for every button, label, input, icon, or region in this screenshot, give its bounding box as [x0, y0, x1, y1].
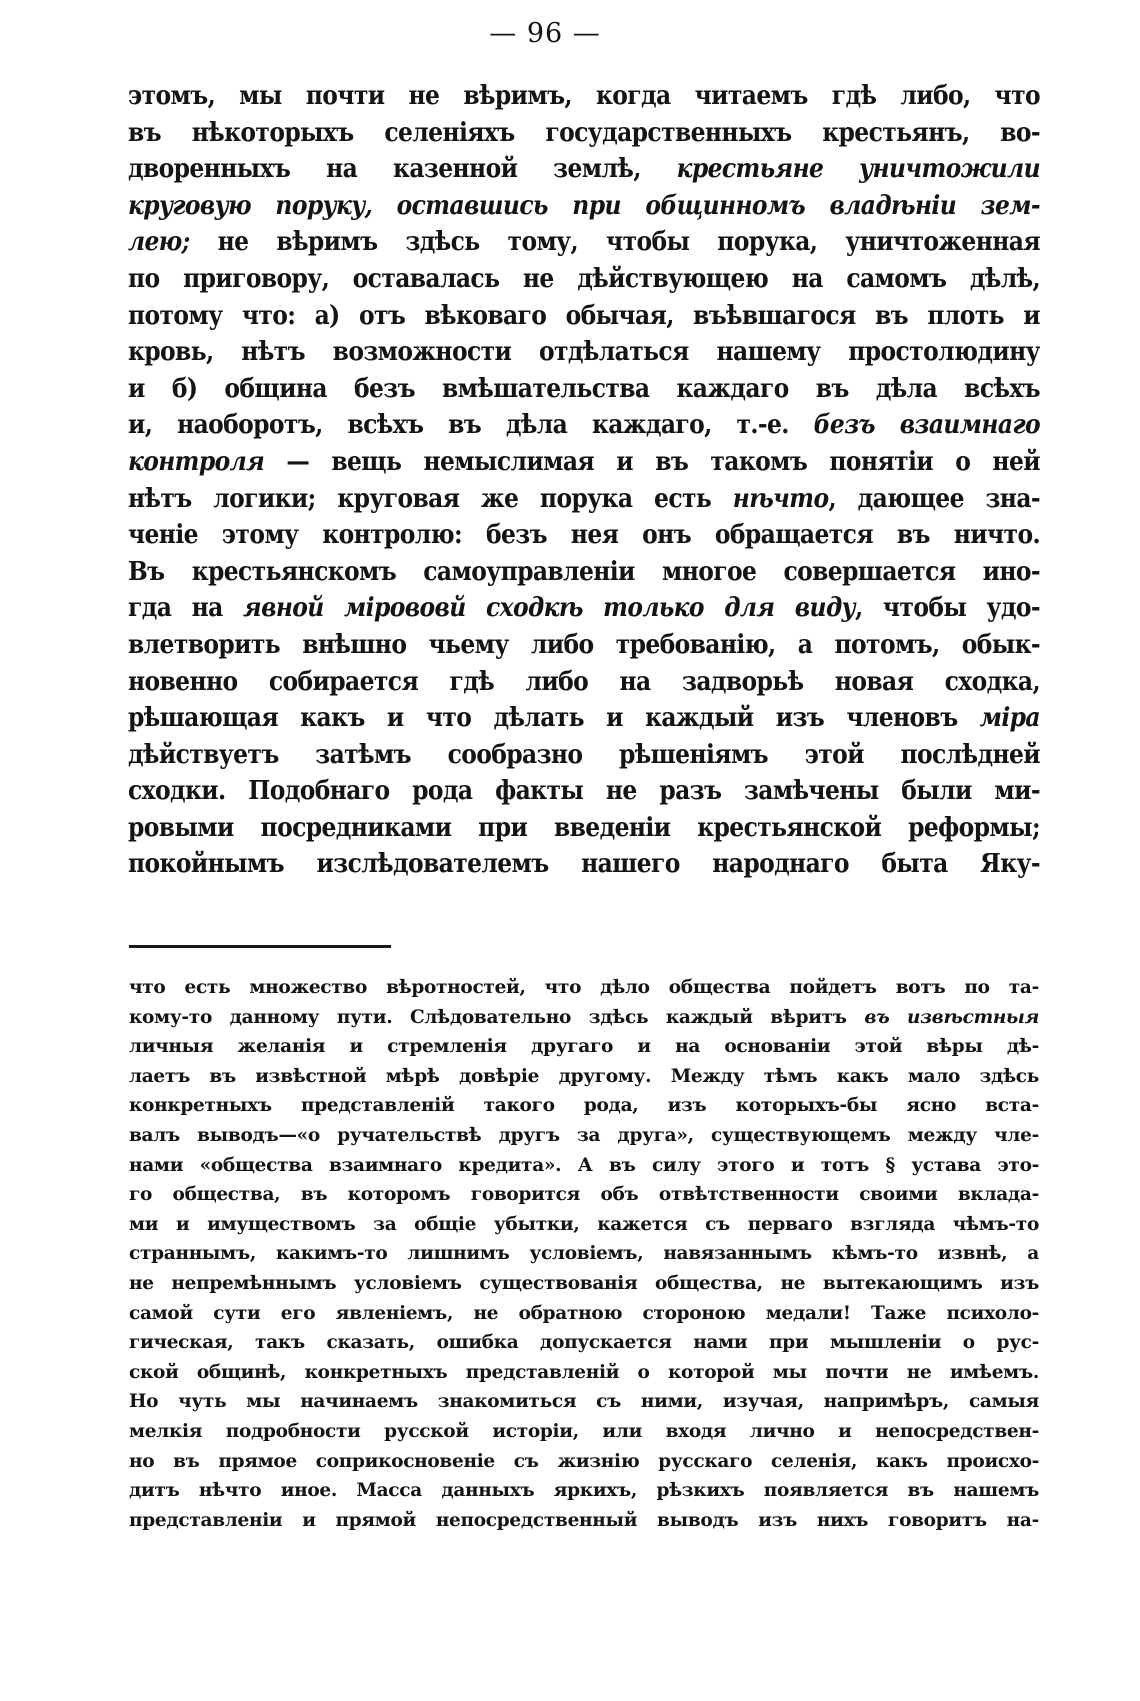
footnote-line	[129, 1476, 1039, 1506]
italic-emphasis-text: нѣчто	[732, 483, 829, 514]
footnote-line	[129, 1447, 1039, 1477]
footnote-line	[129, 1269, 1039, 1299]
text-run: потому что: а) отъ вѣковаго обычая, въѣвшагося въ плоть и	[128, 300, 1040, 331]
text-run: дитъ нѣчто иное. Масса данныхъ яркихъ, рѣзкихъ появляется въ нашемъ	[129, 1480, 1039, 1502]
text-run: и, наоборотъ, всѣхъ въ дѣла каждаго, т.-е.	[128, 410, 814, 441]
footnote-line	[129, 1003, 1039, 1033]
text-run: покойнымъ изслѣдователемъ нашего народнаго быта Яку-	[128, 849, 1040, 880]
footnote-line	[129, 1121, 1039, 1151]
main-text-line	[128, 407, 1040, 444]
text-run: сходки. Подобнаго рода факты не разъ замѣчены были ми-	[128, 776, 1040, 807]
text-run: влетворить внѣшно чьему либо требованію, а потомъ, обык-	[128, 629, 1040, 660]
footnote-line	[129, 973, 1039, 1003]
main-text-line	[128, 627, 1040, 664]
italic-emphasis-text: міра	[979, 703, 1040, 734]
text-run: но въ прямое соприкосновеніе съ жизнію русскаго селенія, какъ происхо-	[129, 1450, 1039, 1472]
text-run: дѣйствуетъ затѣмъ сообразно рѣшеніямъ этой послѣдней	[128, 739, 1040, 770]
text-run: представленіи и прямой непосредственный выводъ изъ нихъ говоритъ на-	[129, 1509, 1039, 1531]
text-run: валъ выводъ—«о ручательствѣ другъ за друга», существующемъ между чле-	[129, 1124, 1039, 1146]
main-text-line	[128, 261, 1040, 298]
text-run: Въ крестьянскомъ самоуправленіи многое совершается ино-	[128, 556, 1040, 587]
italic-emphasis-text: крестьяне уничтожили	[676, 154, 1040, 185]
footnote-line	[129, 1328, 1039, 1358]
text-run: ченіе этому контролю: безъ нея онъ обращается въ ничто.	[128, 520, 1040, 551]
text-run: въ нѣкоторыхъ селеніяхъ государственныхъ крестьянъ, во-	[128, 117, 1040, 148]
text-run: нѣтъ логики; круговая же порука есть	[128, 483, 733, 514]
text-run: ской общинѣ, конкретныхъ представленій о которой мы почти не имѣемъ.	[129, 1361, 1039, 1383]
main-text-line	[128, 298, 1040, 335]
main-text-line	[128, 554, 1040, 591]
text-run: не вѣримъ здѣсь тому, чтобы порука, уничтоженная	[189, 227, 1040, 258]
footnote-line	[129, 1032, 1039, 1062]
italic-emphasis-text: контроля	[128, 446, 265, 477]
text-run: этомъ, мы почти не вѣримъ, когда читаемъ гдѣ либо, что	[128, 81, 1040, 111]
text-run: рѣшающая какъ и что дѣлать и каждый изъ членовъ	[128, 703, 980, 734]
main-text-line	[128, 773, 1040, 810]
text-run: лаетъ въ извѣстной мѣрѣ довѣріе другому. Между тѣмъ какъ мало здѣсь	[129, 1065, 1039, 1087]
text-run: мелкія подробности русской исторіи, или входя лично и непосредствен-	[129, 1420, 1039, 1442]
main-text-line	[128, 737, 1040, 774]
text-run: нами «общества взаимнаго кредита». А въ силу этого и тотъ § устава это-	[129, 1154, 1039, 1176]
footnote-line	[129, 1210, 1039, 1240]
text-run: по приговору, оставалась не дѣйствующею на самомъ дѣлѣ,	[128, 263, 1040, 294]
footnote-line	[129, 1151, 1039, 1181]
italic-emphasis-text: круговую поруку, оставшись при общинномъ владѣніи зем-	[128, 190, 1040, 221]
footnote-line	[129, 1506, 1039, 1536]
footnote-line	[129, 1358, 1039, 1388]
footnote-line	[129, 1091, 1039, 1121]
text-run: , дающее зна-	[828, 483, 1040, 514]
footnote-line	[129, 1180, 1039, 1210]
text-run: самой сути его явленіемъ, не обратною стороною медали! Таже психоло-	[129, 1302, 1039, 1324]
text-run: ми и имуществомъ за общіе убытки, кажется съ перваго взгляда чѣмъ-то	[129, 1213, 1039, 1235]
footnote-line	[129, 1239, 1039, 1269]
main-text-line	[128, 115, 1040, 152]
main-text-line	[128, 664, 1040, 701]
text-run: дворенныхъ на казенной землѣ,	[128, 154, 677, 185]
text-run: личныя желанія и стремленія другаго и на основаніи этой вѣры дѣ-	[129, 1036, 1039, 1058]
italic-emphasis-text: явной мірововй сходкѣ только для виду	[243, 593, 856, 624]
main-text-line	[128, 810, 1040, 847]
text-run: кровь, нѣтъ возможности отдѣлаться нашему простолюдину	[128, 337, 1040, 368]
footnote-line	[129, 1062, 1039, 1092]
footnote-line	[129, 1417, 1039, 1447]
main-text-line	[128, 78, 1040, 115]
text-run: конкретныхъ представленій такого рода, изъ которыхъ-бы ясно вста-	[129, 1095, 1039, 1117]
text-run: , чтобы удо-	[855, 593, 1040, 624]
footnote-line	[129, 1299, 1039, 1329]
main-text-line	[128, 700, 1040, 737]
main-text-line	[128, 846, 1040, 883]
main-text-line	[128, 188, 1040, 225]
text-run: что есть множество вѣротностей, что дѣло общества пойдетъ вотъ по та-	[129, 977, 1039, 998]
text-run: гда на	[128, 593, 244, 624]
footnote-line	[129, 1387, 1039, 1417]
text-run: новенно собирается гдѣ либо на задворьѣ новая сходка,	[128, 666, 1040, 697]
text-run: кому-то данному пути. Слѣдовательно здѣсь каждый вѣритъ	[129, 1006, 865, 1028]
text-run: ровыми посредниками при введеніи крестьянской реформы;	[128, 812, 1040, 843]
text-run: — вещь немыслимая и въ такомъ понятіи о ней	[264, 446, 1040, 477]
main-text-line	[128, 444, 1040, 481]
main-text-line	[128, 371, 1040, 408]
text-run: гическая, такъ сказать, ошибка допускается нами при мышленіи о рус-	[129, 1332, 1039, 1354]
main-body-text	[128, 78, 1040, 883]
main-text-line	[128, 590, 1040, 627]
page-number: — 96 —	[489, 18, 601, 49]
main-text-line	[128, 334, 1040, 371]
text-run: не непремѣннымъ условіемъ существованія общества, не вытекающимъ изъ	[129, 1272, 1039, 1294]
italic-emphasis-text: въ извѣстныя	[864, 1006, 1039, 1028]
main-text-line	[128, 224, 1040, 261]
footnote-text	[129, 903, 1039, 1535]
italic-emphasis-text: лею;	[128, 227, 190, 258]
text-run: страннымъ, какимъ-то лишнимъ условіемъ, навязаннымъ кѣмъ-то извнѣ, а	[129, 1243, 1039, 1265]
text-run: и б) община безъ вмѣшательства каждаго въ дѣла всѣхъ	[128, 373, 1040, 404]
text-run: го общества, въ которомъ говорится объ отвѣтственности своими вклада-	[129, 1184, 1039, 1206]
text-run: Но чуть мы начинаемъ знакомиться съ ними, изучая, напримѣръ, самыя	[129, 1391, 1039, 1413]
main-text-line	[128, 151, 1040, 188]
italic-emphasis-text: безъ взаимнаго	[813, 410, 1040, 441]
main-text-line	[128, 517, 1040, 554]
main-text-line	[128, 481, 1040, 518]
